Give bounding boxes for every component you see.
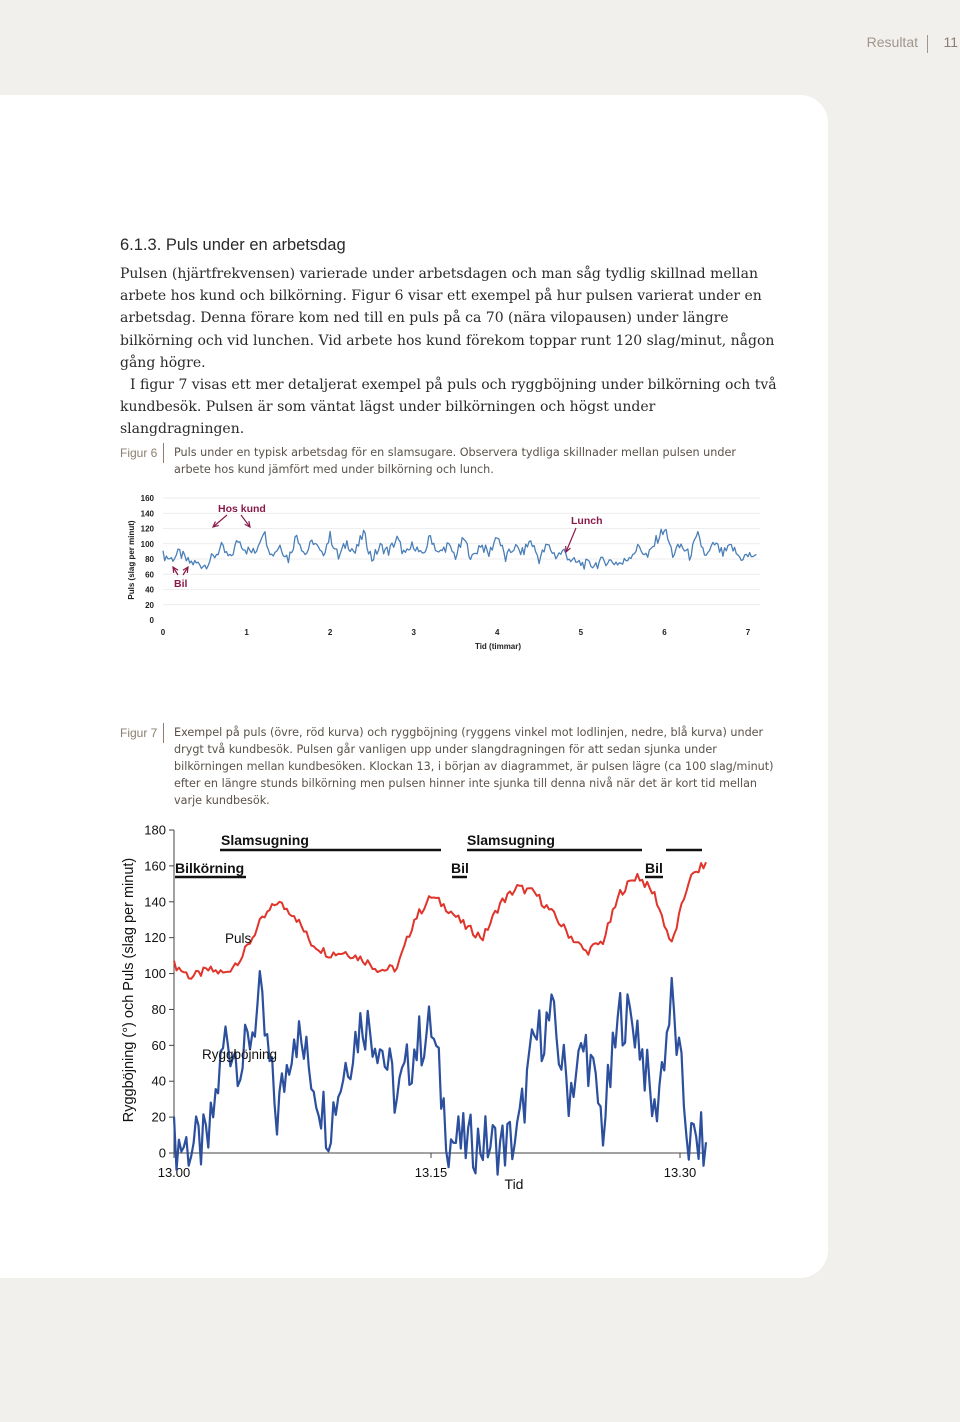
fig6-y-tick-label: 60: [145, 570, 154, 580]
fig6-y-tick-label: 160: [140, 494, 154, 503]
fig7-annotation-slamsugning-2: Slamsugning: [467, 832, 555, 848]
fig6-x-tick-label: 6: [662, 628, 667, 637]
fig7-x-axis-label: Tid: [504, 1176, 524, 1192]
page-number: 11: [943, 34, 958, 50]
fig7-y-axis-label: Ryggböjning (°) och Puls (slag per minut): [121, 857, 137, 1123]
figure-6-divider: [163, 443, 164, 463]
figure-7-divider: [163, 723, 164, 743]
fig7-ryggbojning-line: [174, 971, 706, 1175]
fig6-x-tick-label: 5: [578, 628, 584, 637]
figure-7-chart: [110, 815, 730, 1200]
fig6-x-tick-label: 7: [745, 628, 751, 637]
fig7-y-tick-label: 100: [144, 966, 166, 982]
fig6-y-tick-label: 140: [140, 509, 154, 519]
figure-6-chart: [110, 488, 780, 658]
header-section-title: Resultat: [866, 34, 918, 50]
fig6-y-tick-label: 0: [149, 616, 154, 625]
fig6-y-tick-label: 100: [140, 539, 154, 549]
fig6-x-tick-label: 2: [327, 628, 333, 637]
fig6-pulse-line: [163, 529, 756, 569]
fig7-x-tick-label: 13.15: [414, 1165, 448, 1180]
figure-7-label: Figur 7: [120, 726, 158, 740]
fig6-y-tick-label: 120: [140, 524, 154, 534]
fig6-x-tick-label: 3: [411, 628, 416, 637]
fig7-x-tick-label: 13.00: [157, 1165, 191, 1180]
figure-7-caption: Exempel på puls (övre, röd kurva) och ryggböjning (ryggens vinkel mot lodlinjen, nedre, blå kurva) under drygt två kundbesök. Pulsen går vanligen upp under slangdragningen för att sedan sjunka under bilkörningen mellan kundbesöken. Klockan 13, i början av diagrammet, är pulsen lägre (ca 100 slag/minut) efter en längre stunds bilkörning men pulsen hinner inte sjunka till denna nivå när det är kort tid mellan varje kundbesök.: [174, 726, 774, 807]
section-heading: 6.1.3. Puls under en arbetsdag: [120, 236, 346, 254]
fig7-y-tick-label: 0: [158, 1145, 166, 1161]
fig7-y-tick-label: 20: [151, 1109, 166, 1125]
fig6-y-tick-label: 40: [145, 585, 154, 595]
fig7-y-tick-label: 40: [151, 1073, 166, 1089]
fig6-y-axis-label: Puls (slag per minut): [127, 520, 136, 600]
fig7-puls-line: [174, 862, 706, 978]
fig6-arrow-lunch: [566, 528, 576, 552]
fig6-x-tick-label: 4: [495, 628, 500, 637]
fig7-annotation-puls: Puls: [225, 931, 252, 946]
fig7-x-tick-label: 13.30: [663, 1165, 697, 1180]
fig7-y-tick-label: 160: [144, 858, 166, 874]
fig6-annotation-hos-kund: Hos kund: [218, 503, 266, 515]
figure-6-caption: Puls under en typisk arbetsdag för en slamsugare. Observera tydliga skillnader mellan pulsen under arbete hos kund jämfört med under bilkörning och lunch.: [174, 446, 736, 476]
fig7-y-tick-label: 140: [144, 894, 166, 910]
paragraph-2: I figur 7 visas ett mer detaljerat exempel på puls och ryggböjning under bilkörning och två kundbesök. Pulsen är som väntat lägst under bilkörningen och högst under slangdragningen.: [120, 377, 777, 438]
figure-6-label: Figur 6: [120, 446, 158, 460]
fig7-annotation-ryggbojning: Ryggböjning: [202, 1047, 278, 1062]
fig6-x-axis-label: Tid (timmar): [474, 642, 522, 651]
fig6-annotation-bil: Bil: [174, 578, 188, 590]
fig7-y-tick-label: 80: [151, 1001, 166, 1017]
fig6-y-tick-label: 20: [145, 600, 154, 610]
fig6-arrow-kund-1: [213, 515, 227, 527]
fig7-annotation-slamsugning-1: Slamsugning: [221, 832, 309, 848]
fig7-annotation-bil-2: Bil: [645, 860, 663, 876]
fig6-annotation-lunch: Lunch: [571, 515, 603, 527]
fig7-y-tick-label: 60: [151, 1037, 166, 1053]
fig7-annotation-bilkorning: Bilkörning: [175, 860, 245, 876]
header-divider: [927, 35, 928, 53]
fig7-y-tick-label: 180: [144, 822, 166, 838]
paragraph-1: Pulsen (hjärtfrekvensen) varierade under arbetsdagen och man såg tydlig skillnad mellan arbete hos kund och bilkörning. Figur 6 visar ett exempel på hur pulsen varierat under en arbetsdag. Denna förare kom ned till en puls på ca 70 (nära vilopausen) under längre bilkörning och vid lunchen. Vid arbete hos kund förekom toppar runt 120 slag/minut, någon gång högre.: [120, 266, 775, 371]
fig7-annotation-bil-1: Bil: [451, 860, 469, 876]
body-text: [120, 263, 780, 441]
fig6-x-tick-label: 0: [160, 628, 166, 637]
fig6-x-tick-label: 1: [244, 628, 249, 637]
fig6-y-tick-label: 80: [145, 555, 154, 564]
fig7-y-tick-label: 120: [144, 930, 166, 946]
